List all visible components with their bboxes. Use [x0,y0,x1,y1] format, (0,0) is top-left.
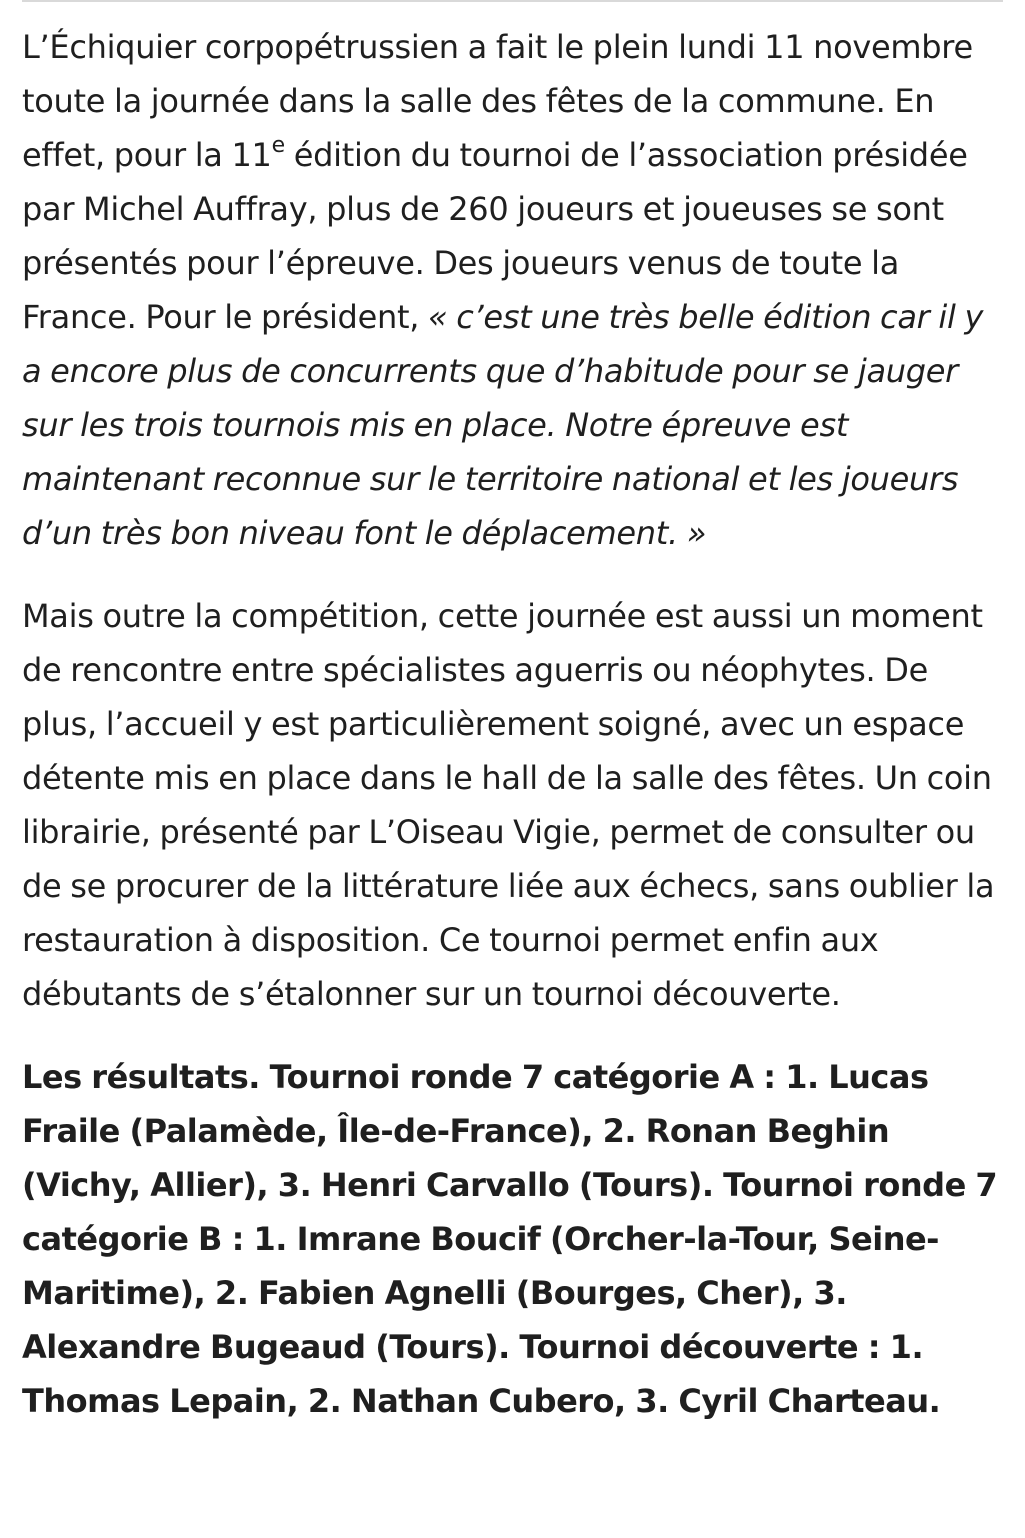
article-body [22,20,1007,1428]
top-divider [22,0,1003,2]
results-paragraph: Les résultats. Tournoi ronde 7 catégorie A : 1. Lucas Fraile (Palamède, Île-de-France), 2. Ronan Beghin (Vichy, Allier), 3. Henri Carvallo (Tours). Tournoi ronde 7 catégorie B : 1. Imrane Boucif (Orcher-la-Tour, Seine-Maritime), 2. Fabien Agnelli (Bourges, Cher), 3. Alexandre Bugeaud (Tours). Tournoi découverte : 1. Thomas Lepain, 2. Nathan Cubero, 3. Cyril Charteau. [22,1058,998,1420]
paragraph-1-text-start: L’Échiquier corpopétrussien a fait le plein lundi 11 novembre toute la journée dans la salle des fêtes de la commune. En effet, pour la 11 [22,28,973,174]
paragraph-1-text-end: édition du tournoi de l’association présidée par Michel Auffray, plus de 260 joueurs et joueuses se sont présentés pour l’épreuve. Des joueurs venus de toute la France. Pour le président, [22,136,968,336]
president-quote: « c’est une très belle édition car il y a encore plus de concurrents que d’habitude pour se jauger sur les trois tournois mis en place. Notre épreuve est maintenant reconnue sur le territoire national et les joueurs d’un très bon niveau font le déplacement. » [22,298,984,552]
ordinal-superscript: e [271,133,285,159]
article-paragraph-1 [22,20,1007,560]
article-paragraph-2: Mais outre la compétition, cette journée est aussi un moment de rencontre entre spécialistes aguerris ou néophytes. De plus, l’accueil y est particulièrement soigné, avec un espace détente mis en place dans le hall de la salle des fêtes. Un coin librairie, présenté par L’Oiseau Vigie, permet de consulter ou de se procurer de la littérature liée aux échecs, sans oublier la restauration à disposition. Ce tournoi permet enfin aux débutants de s’étalonner sur un tournoi découverte. [22,597,995,1013]
